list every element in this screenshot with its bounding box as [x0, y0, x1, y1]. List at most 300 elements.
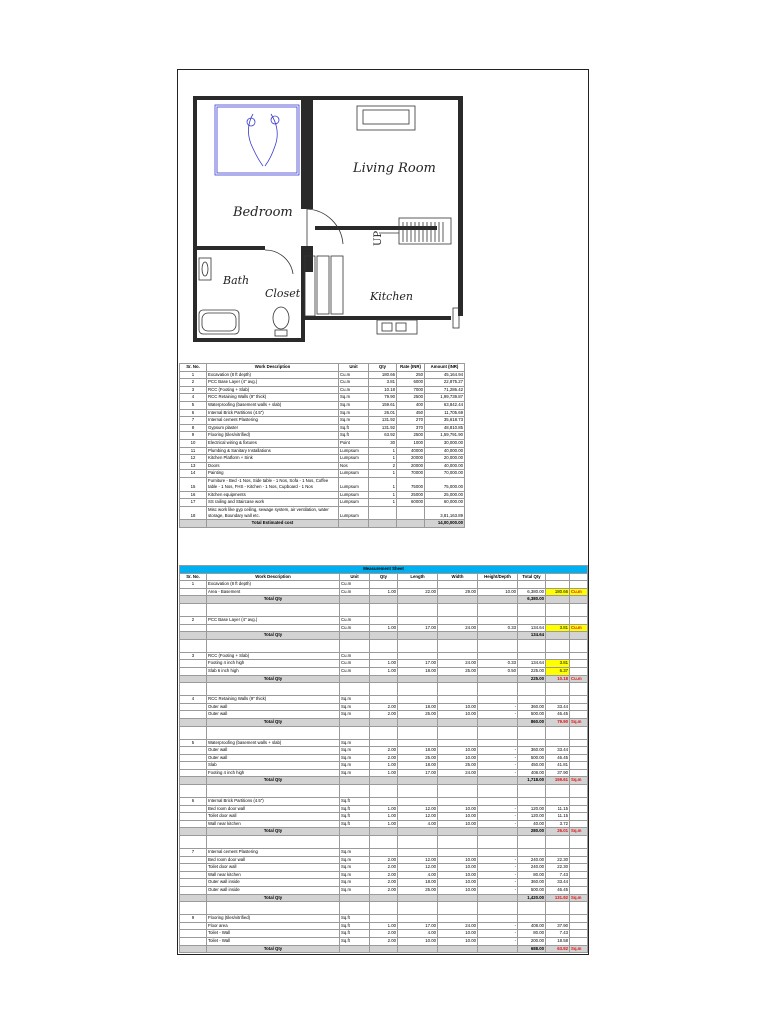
- spacer-cell: [546, 639, 570, 652]
- cost-row: [180, 499, 465, 507]
- measurement-cell: 10.00: [438, 805, 478, 813]
- cost-table-header: [180, 364, 465, 372]
- measurement-cell: Cu.m: [340, 588, 370, 596]
- measurement-cell: 134.64: [518, 632, 546, 640]
- measurement-cell: 40.00: [518, 820, 546, 828]
- measurement-cell: [570, 805, 588, 813]
- measurement-cell: 450.00: [518, 762, 546, 770]
- measurement-cell: Sq.m: [340, 696, 370, 704]
- spacer-row: [180, 836, 588, 849]
- spacer-cell: [518, 836, 546, 849]
- measurement-cell: Sq.m: [570, 945, 588, 953]
- spacer-cell: [518, 639, 546, 652]
- measurement-cell: 33.44: [546, 747, 570, 755]
- measurement-cell: [570, 849, 588, 857]
- measurement-cell: 18.00: [398, 703, 438, 711]
- spacer-cell: [518, 785, 546, 798]
- measurement-cell: [518, 739, 546, 747]
- measurement-cell: [478, 652, 518, 660]
- spacer-cell: [180, 639, 207, 652]
- measurement-cell: 17.00: [398, 624, 438, 632]
- measurement-cell: [398, 739, 438, 747]
- measurement-cell: [370, 828, 398, 836]
- measurement-cell: -: [478, 922, 518, 930]
- spacer-cell: [518, 683, 546, 696]
- spacer-row: [180, 726, 588, 739]
- measurement-cell: 2.00: [370, 856, 398, 864]
- bedroom-label: Bedroom: [233, 205, 293, 220]
- measurement-cell: 1.00: [370, 762, 398, 770]
- cost-cell-unit: Cu.m: [339, 386, 369, 394]
- cost-cell-rate: 450: [397, 409, 425, 417]
- measurement-cell: [518, 849, 546, 857]
- measurement-cell: 2.00: [370, 711, 398, 719]
- measurement-cell: [478, 894, 518, 902]
- cost-total-blank: [369, 520, 397, 528]
- cost-cell-qty: 1: [369, 491, 397, 499]
- spacer-cell: [570, 639, 588, 652]
- measurement-row: [180, 703, 588, 711]
- measurement-cell: [180, 813, 207, 821]
- cost-cell-desc: Furniture - Bed -1 Nos, Side table - 1 Nos, Sofa - 1 Nos, Coffee table - 1 Nos, FHS - Kitchen - 1 Nos, Cupboard - 1 Nos: [207, 477, 339, 491]
- measurement-cell: Sq.m: [340, 864, 370, 872]
- cost-row: [180, 439, 465, 447]
- cost-cell-rate: 7000: [397, 386, 425, 394]
- cost-cell-rate: [397, 506, 425, 520]
- measurement-cell: 18.00: [398, 747, 438, 755]
- measurement-cell: 1.00: [370, 813, 398, 821]
- measurement-cell: [180, 930, 207, 938]
- cost-cell-amount: 30,000.00: [425, 439, 465, 447]
- measurement-cell: 0.33: [478, 624, 518, 632]
- measurement-cell: Cu.m: [570, 675, 588, 683]
- spacer-cell: [207, 785, 340, 798]
- measurement-cell: Footing 4 inch high: [207, 660, 340, 668]
- measurement-cell: 18.58: [546, 937, 570, 945]
- cost-cell-unit: Point: [339, 439, 369, 447]
- cost-cell-qty: 1: [369, 477, 397, 491]
- measurement-cell: [546, 596, 570, 604]
- total-qty-row: [180, 632, 588, 640]
- measurement-cell: Toilet door wall: [207, 813, 340, 821]
- measurement-cell: 24.00: [438, 922, 478, 930]
- measurement-cell: 46.45: [546, 711, 570, 719]
- measurement-cell: 18.00: [398, 879, 438, 887]
- cost-row: [180, 424, 465, 432]
- m-col-unit: Unit: [340, 573, 370, 581]
- measurement-cell: [340, 596, 370, 604]
- measurement-cell: -: [478, 820, 518, 828]
- measurement-cell: [570, 769, 588, 777]
- cost-cell-desc: Flooring (tiles/vitrified): [207, 432, 339, 440]
- measurement-cell: -: [478, 871, 518, 879]
- measurement-cell: 120.00: [518, 805, 546, 813]
- measurement-cell: 7: [180, 849, 207, 857]
- cost-total-blank: [397, 520, 425, 528]
- measurement-row: [180, 711, 588, 719]
- cost-cell-rate: 270: [397, 417, 425, 425]
- cost-cell-desc: Doors: [207, 462, 339, 470]
- measurement-cell: [438, 616, 478, 624]
- measurement-cell: Total Qty: [207, 828, 340, 836]
- measurement-row: [180, 937, 588, 945]
- measurement-cell: 25.00: [398, 887, 438, 895]
- measurement-cell: 688.00: [518, 945, 546, 953]
- measurement-cell: [398, 849, 438, 857]
- measurement-cell: [398, 596, 438, 604]
- spacer-cell: [370, 836, 398, 849]
- measurement-cell: [180, 588, 207, 596]
- col-work-description: Work Description: [207, 364, 339, 372]
- cost-cell-sr: 10: [180, 439, 207, 447]
- measurement-cell: Cu.m: [340, 667, 370, 675]
- measurement-cell: [570, 864, 588, 872]
- cost-cell-sr: 3: [180, 386, 207, 394]
- measurement-cell: [570, 652, 588, 660]
- measurement-cell: [546, 915, 570, 923]
- measurement-cell: [180, 667, 207, 675]
- spacer-cell: [207, 603, 340, 616]
- cost-cell-sr: 16: [180, 491, 207, 499]
- cost-row: [180, 386, 465, 394]
- measurement-cell: Bed room door wall: [207, 856, 340, 864]
- measurement-cell: RCC Retaining Walls (9" thick): [207, 696, 340, 704]
- measurement-cell: -: [478, 937, 518, 945]
- total-qty-row: [180, 596, 588, 604]
- measurement-cell: [570, 762, 588, 770]
- spacer-cell: [370, 785, 398, 798]
- measurement-title: Measurement Sheet: [180, 566, 588, 574]
- cost-cell-qty: 2: [369, 462, 397, 470]
- spacer-cell: [370, 639, 398, 652]
- measurement-cell: Cu.m: [570, 624, 588, 632]
- measurement-cell: [370, 675, 398, 683]
- cost-cell-unit: Lumpsum: [339, 477, 369, 491]
- measurement-cell: 22.00: [398, 588, 438, 596]
- measurement-cell: [546, 616, 570, 624]
- measurement-cell: [180, 937, 207, 945]
- measurement-cell: 360.00: [518, 703, 546, 711]
- measurement-cell: [340, 718, 370, 726]
- measurement-cell: [478, 596, 518, 604]
- measurement-cell: 7.43: [546, 930, 570, 938]
- measurement-title-row: [180, 566, 588, 574]
- cost-cell-rate: 25000: [397, 491, 425, 499]
- spacer-cell: [570, 726, 588, 739]
- measurement-cell: [180, 718, 207, 726]
- measurement-cell: -: [478, 879, 518, 887]
- spacer-cell: [438, 639, 478, 652]
- measurement-cell: Sq.m: [340, 754, 370, 762]
- cost-cell-rate: 6000: [397, 379, 425, 387]
- measurement-cell: Sq.m: [340, 739, 370, 747]
- measurement-cell: [438, 828, 478, 836]
- spacer-cell: [398, 902, 438, 915]
- measurement-cell: [180, 754, 207, 762]
- spacer-row: [180, 785, 588, 798]
- measurement-cell: [180, 805, 207, 813]
- measurement-cell: [180, 828, 207, 836]
- measurement-cell: Sq.m: [570, 718, 588, 726]
- spacer-cell: [478, 726, 518, 739]
- measurement-cell: [546, 696, 570, 704]
- measurement-cell: [478, 945, 518, 953]
- measurement-cell: 24.00: [438, 660, 478, 668]
- spacer-cell: [478, 639, 518, 652]
- measurement-cell: 2.00: [370, 703, 398, 711]
- measurement-cell: 33.44: [546, 879, 570, 887]
- cost-row: [180, 371, 465, 379]
- spacer-cell: [370, 726, 398, 739]
- spacer-cell: [398, 726, 438, 739]
- measurement-cell: 10.00: [438, 871, 478, 879]
- spacer-cell: [518, 902, 546, 915]
- measurement-cell: [438, 652, 478, 660]
- measurement-cell: 225.00: [518, 675, 546, 683]
- measurement-cell: 18.00: [398, 667, 438, 675]
- measurement-cell: 12.00: [398, 805, 438, 813]
- cost-cell-amount: 40,000.00: [425, 447, 465, 455]
- measurement-cell: Sq.ft: [340, 805, 370, 813]
- measurement-cell: [398, 945, 438, 953]
- spacer-cell: [180, 683, 207, 696]
- cost-cell-sr: 8: [180, 424, 207, 432]
- cost-cell-amount: 45,164.94: [425, 371, 465, 379]
- measurement-cell: 33.44: [546, 703, 570, 711]
- cost-row: [180, 506, 465, 520]
- measurement-cell: RCC (Footing + Slab): [207, 652, 340, 660]
- measurement-cell: [570, 798, 588, 806]
- cost-cell-rate: 40000: [397, 447, 425, 455]
- measurement-cell: [180, 864, 207, 872]
- spacer-cell: [340, 726, 370, 739]
- measurement-cell: Total Qty: [207, 894, 340, 902]
- measurement-cell: 1.00: [370, 922, 398, 930]
- measurement-cell: [546, 652, 570, 660]
- closet-label: Closet: [265, 287, 301, 300]
- measurement-row: [180, 624, 588, 632]
- measurement-cell: 22.30: [546, 856, 570, 864]
- measurement-cell: 63.92: [546, 945, 570, 953]
- measurement-cell: Internal cement Plastering: [207, 849, 340, 857]
- cost-cell-sr: 4: [180, 394, 207, 402]
- cost-cell-qty: 159.61: [369, 401, 397, 409]
- cost-cell-rate: 75000: [397, 477, 425, 491]
- spacer-cell: [207, 639, 340, 652]
- measurement-cell: [570, 930, 588, 938]
- measurement-cell: 240.00: [518, 864, 546, 872]
- measurement-cell: -: [478, 754, 518, 762]
- measurement-cell: [478, 632, 518, 640]
- cost-cell-desc: Plumbing & Sanitary Installations: [207, 447, 339, 455]
- measurement-cell: [438, 696, 478, 704]
- measurement-cell: 134.64: [518, 624, 546, 632]
- measurement-cell: Sq.ft: [340, 930, 370, 938]
- kitchen-label: Kitchen: [370, 290, 413, 303]
- measurement-cell: Sq.m: [340, 747, 370, 755]
- cost-cell-qty: 10.18: [369, 386, 397, 394]
- measurement-cell: Total Qty: [207, 632, 340, 640]
- total-qty-row: [180, 894, 588, 902]
- measurement-cell: 17.00: [398, 769, 438, 777]
- cost-cell-desc: Kitchen equipments: [207, 491, 339, 499]
- cost-cell-desc: Electrical wiring & fixtures: [207, 439, 339, 447]
- measurement-cell: 5: [180, 739, 207, 747]
- measurement-cell: 25.00: [398, 754, 438, 762]
- measurement-cell: Slab: [207, 762, 340, 770]
- cost-cell-qty: 3.81: [369, 379, 397, 387]
- measurement-cell: [546, 849, 570, 857]
- spacer-cell: [518, 726, 546, 739]
- measurement-cell: Outer wall: [207, 747, 340, 755]
- measurement-cell: [370, 581, 398, 589]
- measurement-cell: 1.00: [370, 624, 398, 632]
- cost-cell-unit: Lumpsum: [339, 506, 369, 520]
- measurement-cell: [570, 856, 588, 864]
- measurement-row: [180, 747, 588, 755]
- measurement-cell: 37.90: [546, 769, 570, 777]
- measurement-cell: 500.00: [518, 754, 546, 762]
- measurement-cell: Flooring (tiles/vitrified): [207, 915, 340, 923]
- measurement-cell: 41.81: [546, 762, 570, 770]
- cost-cell-amount: 1,59,791.90: [425, 432, 465, 440]
- measurement-row: [180, 849, 588, 857]
- spacer-cell: [207, 836, 340, 849]
- measurement-cell: 0.50: [478, 667, 518, 675]
- measurement-cell: Total Qty: [207, 596, 340, 604]
- measurement-cell: 17.00: [398, 660, 438, 668]
- spacer-row: [180, 603, 588, 616]
- measurement-cell: 18.00: [398, 762, 438, 770]
- measurement-cell: [438, 849, 478, 857]
- measurement-cell: [370, 718, 398, 726]
- measurement-cell: Sq.m: [340, 703, 370, 711]
- measurement-cell: 500.00: [518, 711, 546, 719]
- measurement-cell: 408.00: [518, 769, 546, 777]
- measurement-cell: [180, 711, 207, 719]
- cost-cell-qty: 1: [369, 455, 397, 463]
- measurement-cell: [180, 703, 207, 711]
- cost-total-row: [180, 520, 465, 528]
- measurement-cell: Sq.ft: [340, 798, 370, 806]
- cost-cell-qty: 1: [369, 499, 397, 507]
- measurement-cell: 2: [180, 616, 207, 624]
- cost-cell-rate: 70000: [397, 470, 425, 478]
- cost-row: [180, 491, 465, 499]
- spacer-cell: [546, 836, 570, 849]
- measurement-cell: [570, 937, 588, 945]
- m-col-total-qty: Total Qty: [518, 573, 546, 581]
- measurement-cell: [180, 887, 207, 895]
- measurement-cell: 500.00: [518, 887, 546, 895]
- spacer-cell: [370, 902, 398, 915]
- cost-cell-unit: Sq.ft: [339, 424, 369, 432]
- measurement-cell: [398, 632, 438, 640]
- measurement-cell: Wall near kitchen: [207, 871, 340, 879]
- cost-cell-sr: 18: [180, 506, 207, 520]
- measurement-cell: 6.37: [546, 667, 570, 675]
- measurement-cell: Total Qty: [207, 777, 340, 785]
- measurement-cell: [438, 581, 478, 589]
- cost-cell-amount: 3,81,163.89: [425, 506, 465, 520]
- measurement-cell: 280.00: [518, 828, 546, 836]
- measurement-cell: [180, 820, 207, 828]
- measurement-cell: 2.00: [370, 754, 398, 762]
- cost-cell-qty: 131.92: [369, 424, 397, 432]
- spacer-cell: [546, 683, 570, 696]
- measurement-cell: 1.00: [370, 667, 398, 675]
- spacer-cell: [340, 603, 370, 616]
- measurement-cell: Total Qty: [207, 718, 340, 726]
- measurement-cell: [438, 632, 478, 640]
- measurement-cell: [398, 828, 438, 836]
- measurement-row: [180, 805, 588, 813]
- measurement-cell: [478, 675, 518, 683]
- measurement-row: [180, 871, 588, 879]
- measurement-cell: -: [478, 747, 518, 755]
- cost-estimate-table: [179, 363, 465, 528]
- measurement-cell: [570, 813, 588, 821]
- cost-cell-unit: Lumpsum: [339, 447, 369, 455]
- measurement-row: [180, 581, 588, 589]
- measurement-row: [180, 879, 588, 887]
- cost-cell-amount: 70,000.00: [425, 470, 465, 478]
- measurement-cell: 12.00: [398, 813, 438, 821]
- spacer-cell: [546, 726, 570, 739]
- measurement-cell: 2.00: [370, 871, 398, 879]
- measurement-cell: [370, 894, 398, 902]
- measurement-row: [180, 922, 588, 930]
- measurement-row: [180, 820, 588, 828]
- measurement-row: [180, 762, 588, 770]
- cost-cell-amount: 71,286.42: [425, 386, 465, 394]
- spacer-cell: [438, 726, 478, 739]
- measurement-cell: -: [478, 864, 518, 872]
- measurement-cell: Sq.ft: [340, 813, 370, 821]
- measurement-cell: Sq.m: [570, 828, 588, 836]
- measurement-cell: [398, 616, 438, 624]
- cost-cell-amount: 60,000.00: [425, 499, 465, 507]
- measurement-cell: -: [478, 805, 518, 813]
- measurement-cell: 10.00: [438, 930, 478, 938]
- measurement-cell: 2.00: [370, 930, 398, 938]
- m-col-width: Width: [438, 573, 478, 581]
- measurement-cell: [370, 616, 398, 624]
- col-sr-no: Sr. No.: [180, 364, 207, 372]
- measurement-cell: 1.00: [370, 588, 398, 596]
- spacer-cell: [207, 683, 340, 696]
- total-qty-row: [180, 777, 588, 785]
- measurement-cell: 6,380.00: [518, 596, 546, 604]
- measurement-row: [180, 798, 588, 806]
- m-col-qty: Qty: [370, 573, 398, 581]
- measurement-cell: 4: [180, 696, 207, 704]
- cost-cell-unit: Nos: [339, 462, 369, 470]
- measurement-cell: 10.00: [438, 937, 478, 945]
- col-rate: Rate (INR): [397, 364, 425, 372]
- spacer-cell: [546, 785, 570, 798]
- cost-row: [180, 409, 465, 417]
- cost-cell-amount: 25,000.00: [425, 491, 465, 499]
- measurement-cell: 1: [180, 581, 207, 589]
- cost-cell-rate: 370: [397, 424, 425, 432]
- cost-cell-sr: 14: [180, 470, 207, 478]
- cost-cell-desc: Gypsum plaster: [207, 424, 339, 432]
- measurement-header: [180, 573, 588, 581]
- measurement-cell: [478, 739, 518, 747]
- measurement-cell: Total Qty: [207, 675, 340, 683]
- measurement-cell: 25.00: [438, 762, 478, 770]
